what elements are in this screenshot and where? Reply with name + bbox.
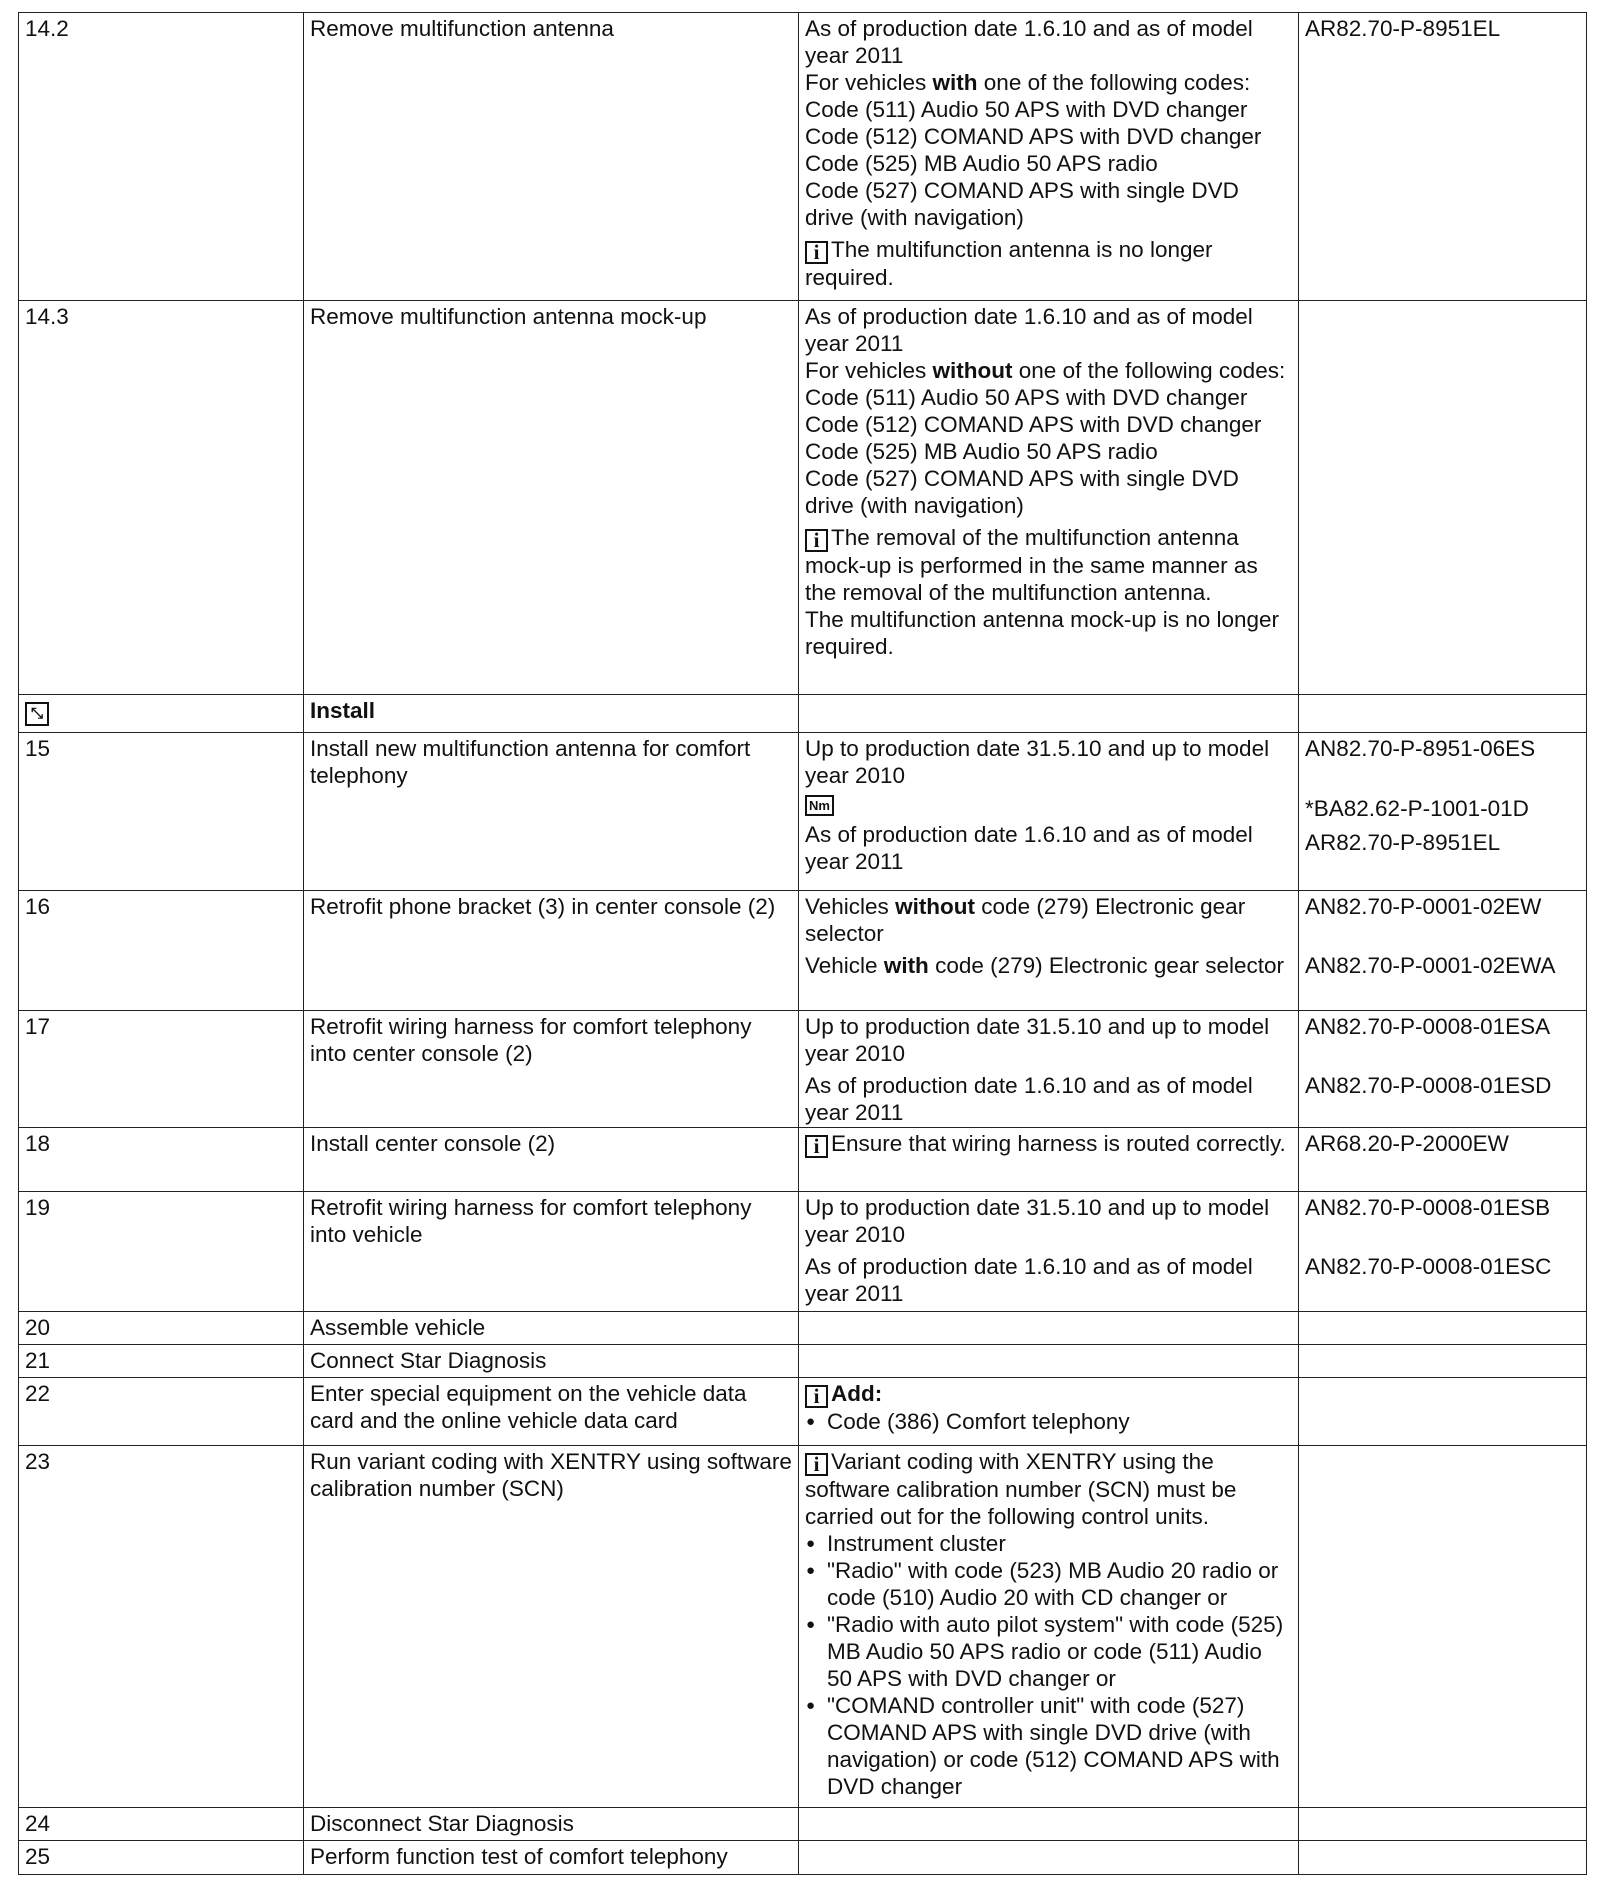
info-note: i Variant coding with XENTRY using the software calibration number (SCN) must be carried out for the following control units. — [805, 1449, 1237, 1529]
reference-code[interactable]: AN82.70-P-0001-02EW — [1305, 894, 1542, 919]
note-text: Up to production date 31.5.10 and up to model year 2010 — [805, 1014, 1270, 1066]
table-row — [19, 1808, 1587, 1841]
table-row — [19, 301, 1587, 695]
step-action: Retrofit phone bracket (3) in center console (2) — [304, 891, 799, 1011]
table-row — [19, 1345, 1587, 1378]
list-item: ● "Radio with auto pilot system" with code (525) MB Audio 50 APS radio or code (511) Audio 50 APS with DVD changer or — [805, 1611, 1293, 1692]
step-notes — [799, 1128, 1299, 1192]
table-row — [19, 733, 1587, 891]
note-text: As of production date 1.6.10 and as of model year 2011 — [805, 16, 1253, 68]
code-line: Code (527) COMAND APS with single DVD drive (with navigation) — [805, 178, 1239, 230]
step-number: 20 — [19, 1312, 304, 1345]
reference-cell — [1299, 733, 1587, 891]
vehicle-condition: Vehicle with code (279) Electronic gear selector — [805, 953, 1284, 978]
reference-code[interactable]: AN82.70-P-0008-01ESD — [1305, 1073, 1552, 1098]
table-row — [19, 891, 1587, 1011]
step-number: 19 — [19, 1192, 304, 1312]
code-line: Code (525) MB Audio 50 APS radio — [805, 151, 1158, 176]
reference-code[interactable]: AN82.70-P-0008-01ESA — [1305, 1014, 1551, 1039]
reference-code[interactable]: AN82.70-P-8951-06ES — [1305, 736, 1536, 761]
step-number: 16 — [19, 891, 304, 1011]
info-icon: i — [805, 1385, 828, 1408]
reference-code[interactable]: *BA82.62-P-1001-01D — [1305, 796, 1529, 821]
reference-code[interactable]: AR82.70-P-8951EL — [1305, 830, 1501, 855]
step-number: 14.3 — [19, 301, 304, 695]
info-icon: i — [805, 1453, 828, 1476]
step-notes — [799, 1011, 1299, 1128]
reference-code[interactable]: AR82.70-P-8951EL — [1299, 13, 1587, 301]
step-action: Retrofit wiring harness for comfort telephony into center console (2) — [304, 1011, 799, 1128]
list-item: ● "Radio" with code (523) MB Audio 20 radio or code (510) Audio 20 with CD changer or — [805, 1557, 1293, 1611]
code-line: Code (512) COMAND APS with DVD changer — [805, 412, 1262, 437]
step-number: 24 — [19, 1808, 304, 1841]
step-action: Install new multifunction antenna for comfort telephony — [304, 733, 799, 891]
note-text: As of production date 1.6.10 and as of model year 2011 — [805, 822, 1253, 874]
list-item: ● Instrument cluster — [805, 1530, 1293, 1557]
info-note: i The multifunction antenna is no longer required. — [805, 237, 1213, 290]
table-row — [19, 13, 1587, 301]
vehicle-condition: Vehicles without code (279) Electronic gear selector — [805, 894, 1246, 946]
step-notes — [799, 1378, 1299, 1446]
reference-code[interactable]: AR68.20-P-2000EW — [1299, 1128, 1587, 1192]
table-row — [19, 1011, 1587, 1128]
step-notes — [799, 13, 1299, 301]
step-action: Connect Star Diagnosis — [304, 1345, 799, 1378]
step-action: Perform function test of comfort telephony — [304, 1841, 799, 1875]
reference-code — [1299, 301, 1587, 695]
list-item: ● "COMAND controller unit" with code (527) COMAND APS with single DVD drive (with navigation) or code (512) COMAND APS with DVD changer — [805, 1692, 1293, 1800]
bullet-list — [805, 1530, 1293, 1800]
step-notes — [799, 301, 1299, 695]
table-row — [19, 1378, 1587, 1446]
note-text: Up to production date 31.5.10 and up to model year 2010 — [805, 1195, 1270, 1247]
procedure-table — [18, 12, 1587, 1875]
reference-code[interactable]: AN82.70-P-0001-02EWA — [1305, 953, 1556, 978]
table-row — [19, 1192, 1587, 1312]
code-line: Code (511) Audio 50 APS with DVD changer — [805, 97, 1248, 122]
reference-cell — [1299, 1192, 1587, 1312]
info-note: i Add: — [805, 1380, 1293, 1408]
table-row — [19, 1312, 1587, 1345]
step-number: 17 — [19, 1011, 304, 1128]
info-note-continued: The multifunction antenna mock-up is no longer required. — [805, 607, 1280, 659]
note-text: As of production date 1.6.10 and as of model year 2011 — [805, 1254, 1253, 1306]
reference-cell — [1299, 1011, 1587, 1128]
step-number: 15 — [19, 733, 304, 891]
info-note: i The removal of the multifunction antenna mock-up is performed in the same manner as the removal of the multifunction antenna. — [805, 525, 1258, 605]
step-number: 23 — [19, 1446, 304, 1808]
code-line: Code (511) Audio 50 APS with DVD changer — [805, 385, 1248, 410]
bullet-list — [805, 1408, 1293, 1435]
section-title: Install — [304, 695, 799, 733]
info-icon: i — [805, 1135, 828, 1158]
table-row — [19, 1446, 1587, 1808]
step-action: Install center console (2) — [304, 1128, 799, 1192]
list-item: ● Code (386) Comfort telephony — [805, 1408, 1293, 1435]
step-number: 22 — [19, 1378, 304, 1446]
step-number: 25 — [19, 1841, 304, 1875]
step-action: Disconnect Star Diagnosis — [304, 1808, 799, 1841]
step-action: Assemble vehicle — [304, 1312, 799, 1345]
code-line: Code (525) MB Audio 50 APS radio — [805, 439, 1158, 464]
vehicle-condition: For vehicles without one of the following codes: — [805, 358, 1286, 383]
note-text: As of production date 1.6.10 and as of model year 2011 — [805, 304, 1253, 356]
code-line: Code (527) COMAND APS with single DVD drive (with navigation) — [805, 466, 1239, 518]
info-icon: i — [805, 529, 828, 552]
note-text: Up to production date 31.5.10 and up to model year 2010 — [805, 736, 1270, 788]
note-text: As of production date 1.6.10 and as of model year 2011 — [805, 1073, 1253, 1125]
section-row-install — [19, 695, 1587, 733]
reference-cell — [1299, 891, 1587, 1011]
step-action: Remove multifunction antenna — [304, 13, 799, 301]
step-action: Run variant coding with XENTRY using software calibration number (SCN) — [304, 1446, 799, 1808]
step-number: 14.2 — [19, 13, 304, 301]
step-notes — [799, 733, 1299, 891]
install-icon-cell — [19, 695, 304, 733]
step-number: 21 — [19, 1345, 304, 1378]
info-icon: i — [805, 241, 828, 264]
step-notes — [799, 891, 1299, 1011]
reference-code[interactable]: AN82.70-P-0008-01ESB — [1305, 1195, 1551, 1220]
table-row — [19, 1841, 1587, 1875]
reference-code[interactable]: AN82.70-P-0008-01ESC — [1305, 1254, 1552, 1279]
step-notes — [799, 1192, 1299, 1312]
step-action: Remove multifunction antenna mock-up — [304, 301, 799, 695]
torque-nm-icon: Nm — [805, 795, 834, 816]
vehicle-condition: For vehicles with one of the following codes: — [805, 70, 1251, 95]
table-row — [19, 1128, 1587, 1192]
code-line: Code (512) COMAND APS with DVD changer — [805, 124, 1262, 149]
install-arrows-icon: ⤡ — [25, 702, 49, 726]
step-action: Enter special equipment on the vehicle data card and the online vehicle data card — [304, 1378, 799, 1446]
step-action: Retrofit wiring harness for comfort telephony into vehicle — [304, 1192, 799, 1312]
step-number: 18 — [19, 1128, 304, 1192]
step-notes — [799, 1446, 1299, 1808]
info-note: i Ensure that wiring harness is routed correctly. — [805, 1130, 1293, 1158]
